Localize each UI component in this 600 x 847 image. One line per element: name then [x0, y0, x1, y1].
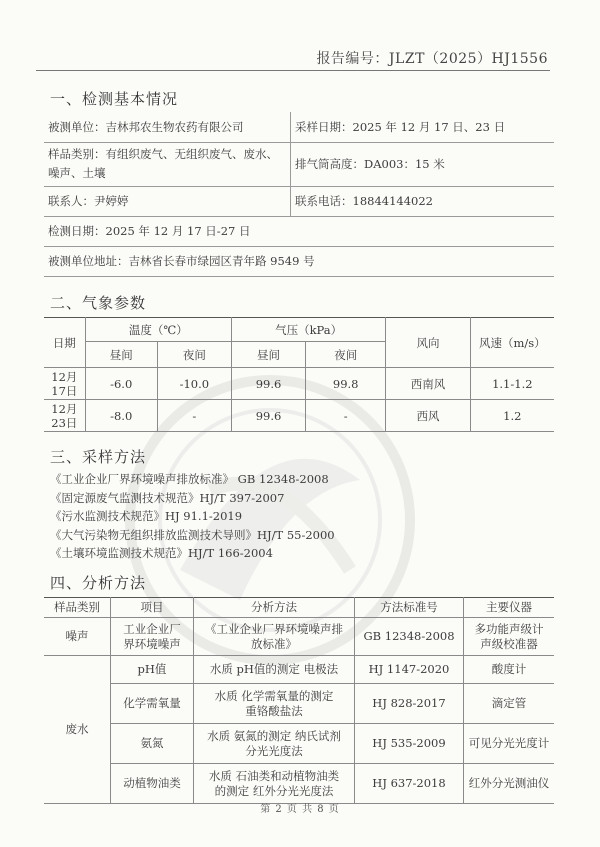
cell-method	[194, 764, 355, 804]
col-press-night: 夜间	[306, 342, 386, 368]
col-analysis-method: 分析方法	[194, 598, 355, 618]
detect-date: 检测日期：2025 年 12 月 17 日-27 日	[44, 216, 554, 246]
sample-category-line1: 样品类别：有组织废气、无组织废气、废水、	[48, 147, 278, 161]
cell-method-line2: 的测定 红外分光光度法	[214, 783, 334, 798]
cell-temp-night: -	[157, 400, 231, 432]
basic-info-table	[44, 112, 554, 277]
table-row	[44, 684, 554, 724]
sample-category	[44, 142, 291, 186]
cell-wind-speed: 1.1-1.2	[470, 368, 554, 400]
table-row	[44, 400, 554, 432]
cell-press-night: 99.8	[306, 368, 386, 400]
cell-standard: GB 12348-2008	[355, 618, 464, 656]
cell-wind-direction: 西风	[386, 400, 470, 432]
cell-method	[194, 684, 355, 724]
col-method-standard: 方法标准号	[355, 598, 464, 618]
cell-standard: HJ 637-2018	[355, 764, 464, 804]
col-temp-day: 昼间	[85, 342, 157, 368]
cell-method: 水质 pH值的测定 电极法	[194, 656, 355, 684]
cell-item: 氨氮	[111, 724, 194, 764]
cell-instrument: 滴定管	[464, 684, 555, 724]
cell-wind-direction: 西南风	[386, 368, 470, 400]
sampling-date: 采样日期：2025 年 12 月 17 日、23 日	[291, 112, 555, 142]
table-row	[44, 368, 554, 400]
col-wind-speed: 风速（m/s）	[470, 318, 554, 368]
page-footer: 第 2 页 共 8 页	[260, 804, 340, 815]
cell-item: 化学需氧量	[111, 684, 194, 724]
cell-method	[194, 618, 355, 656]
cell-item: 动植物油类	[111, 764, 194, 804]
tested-unit-address: 被测单位地址：吉林省长春市绿园区青年路 9549 号	[44, 246, 554, 276]
list-item: 《大气污染物无组织排放监测技术导则》HJ/T 55-2000	[50, 527, 335, 542]
cell-wind-speed: 1.2	[470, 400, 554, 432]
cell-instrument: 可见分光光度计	[464, 724, 555, 764]
report-number: 报告编号：JLZT（2025）HJ1556	[316, 51, 548, 67]
list-item: 《土壤环境监测技术规范》HJ/T 166-2004	[50, 546, 273, 560]
row-date	[44, 400, 85, 432]
row-date-day: 17日	[51, 383, 78, 398]
table-row	[44, 764, 554, 804]
cell-instrument	[464, 618, 555, 656]
col-instrument: 主要仪器	[464, 598, 555, 618]
cell-method-line1: 水质 石油类和动植物油类	[208, 768, 340, 783]
col-wind-direction: 风向	[386, 318, 470, 368]
table-row	[44, 618, 554, 656]
stack-height: 排气筒高度：DA003：15 米	[291, 142, 555, 186]
cell-method-line1: 水质 化学需氧量的测定	[214, 688, 334, 703]
sample-category-line2: 噪声、土壤	[48, 166, 106, 180]
weather-table	[44, 317, 554, 432]
section2-title: 二、气象参数	[50, 294, 147, 312]
cell-temp-night: -10.0	[157, 368, 231, 400]
cell-item-line1: 工业企业厂	[123, 621, 181, 636]
cell-press-day: 99.6	[231, 400, 305, 432]
col-temp-night: 夜间	[157, 342, 231, 368]
list-item: 《工业企业厂界环境噪声排放标准》 GB 12348-2008	[50, 472, 329, 486]
contact-person: 联系人：尹婷婷	[44, 186, 291, 216]
section4-title: 四、分析方法	[50, 574, 147, 592]
cell-item: pH值	[111, 656, 194, 684]
col-sample-category: 样品类别	[44, 598, 111, 618]
col-date: 日期	[44, 318, 85, 368]
cell-method-line2: 放标准》	[251, 636, 297, 651]
section1-title: 一、检测基本情况	[50, 90, 179, 108]
analysis-methods-table	[44, 597, 554, 804]
cell-temp-day: -8.0	[85, 400, 157, 432]
cell-press-night: -	[306, 400, 386, 432]
cell-standard: HJ 1147-2020	[355, 656, 464, 684]
contact-phone: 联系电话：18844144022	[291, 186, 555, 216]
cell-standard: HJ 828-2017	[355, 684, 464, 724]
cell-method-line2: 重铬酸盐法	[245, 703, 303, 718]
table-row	[44, 656, 554, 684]
cell-instrument: 酸度计	[464, 656, 555, 684]
row-date	[44, 368, 85, 400]
header-divider	[36, 70, 550, 71]
section3-title: 三、采样方法	[50, 448, 147, 466]
tested-unit: 被测单位：吉林邦农生物农药有限公司	[44, 112, 291, 142]
cell-press-day: 99.6	[231, 368, 305, 400]
cell-item	[111, 618, 194, 656]
cell-category: 废水	[44, 656, 111, 804]
cell-category: 噪声	[44, 618, 111, 656]
table-row	[44, 724, 554, 764]
list-item: 《固定源废气监测技术规范》HJ/T 397-2007	[50, 490, 285, 505]
row-date-month: 12月	[51, 369, 78, 384]
row-date-month: 12月	[51, 401, 78, 416]
col-press-day: 昼间	[231, 342, 305, 368]
col-pressure: 气压（kPa）	[231, 318, 385, 342]
list-item: 《污水监测技术规范》HJ 91.1-2019	[50, 509, 243, 523]
row-date-day: 23日	[51, 415, 78, 430]
cell-method-line1: 《工业企业厂界环境噪声排	[205, 621, 343, 636]
col-temperature: 温度（℃）	[85, 318, 231, 342]
sampling-methods-list	[50, 470, 335, 563]
cell-instrument-line2: 声级校准器	[480, 636, 538, 651]
cell-method	[194, 724, 355, 764]
cell-item-line2: 界环境噪声	[123, 636, 181, 651]
cell-temp-day: -6.0	[85, 368, 157, 400]
cell-standard: HJ 535-2009	[355, 724, 464, 764]
cell-instrument-line1: 多功能声级计	[474, 621, 544, 636]
cell-method-line1: 水质 氨氮的测定 纳氏试剂	[207, 728, 341, 743]
col-item: 项目	[111, 598, 194, 618]
cell-method-line2: 分光光度法	[245, 743, 303, 758]
cell-instrument: 红外分光测油仪	[464, 764, 555, 804]
